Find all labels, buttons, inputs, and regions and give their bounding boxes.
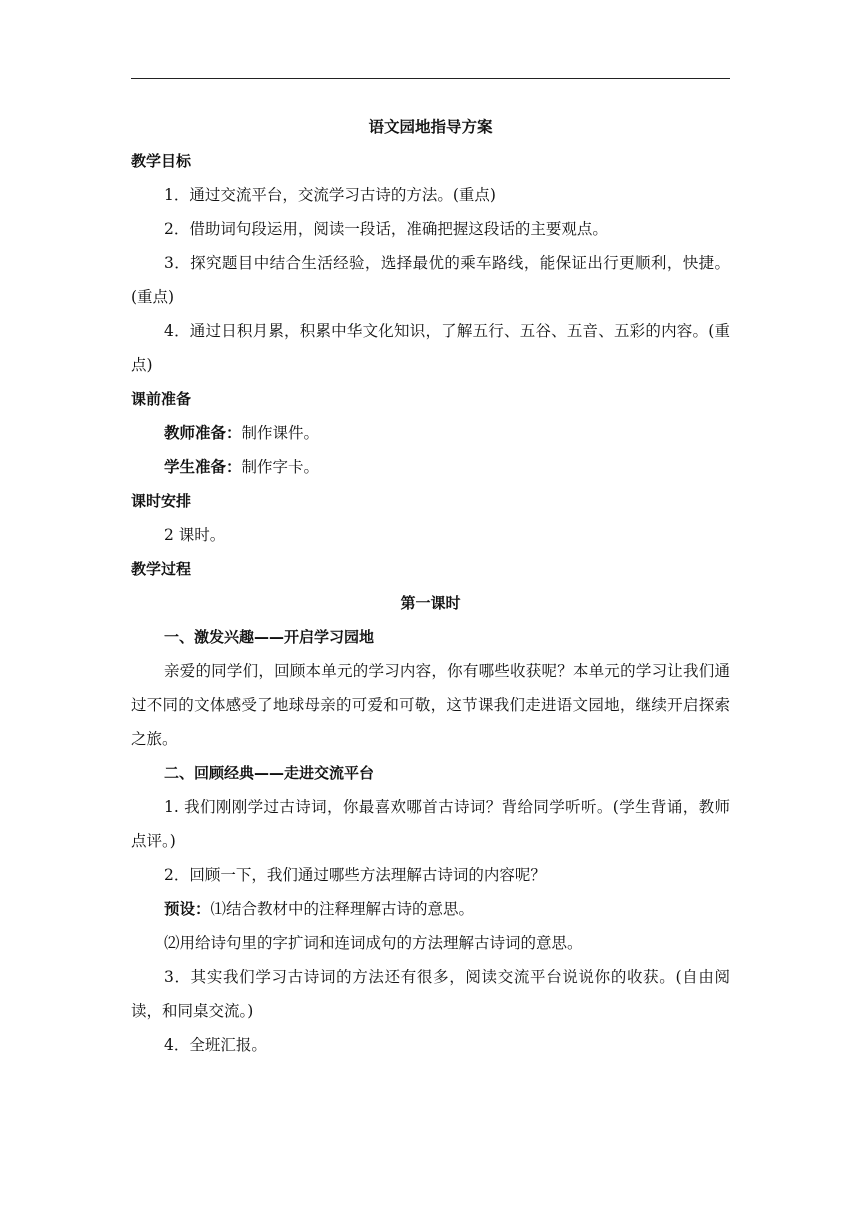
step2-item-3: 3．其实我们学习古诗词的方法还有很多，阅读交流平台说说你的收获。(自由阅读，和同桌交流。) <box>131 968 730 1020</box>
teacher-preparation-text: 制作课件。 <box>241 424 320 442</box>
document-body <box>131 110 730 1062</box>
objective-item: 3．探究题目中结合生活经验，选择最优的乘车路线，能保证出行更顺利，快捷。(重点) <box>131 254 730 306</box>
student-preparation-text: 制作字卡。 <box>241 458 320 476</box>
teacher-preparation-label: 教师准备： <box>164 424 242 442</box>
preset-line <box>131 892 730 926</box>
objective-item: 1．通过交流平台，交流学习古诗的方法。(重点) <box>164 186 496 204</box>
objective-item: 4．通过日积月累，积累中华文化知识，了解五行、五谷、五音、五彩的内容。(重点) <box>131 322 730 374</box>
document-title: 语文园地指导方案 <box>368 118 493 136</box>
lesson-title: 第一课时 <box>400 594 461 612</box>
step2-heading: 二、回顾经典——走进交流平台 <box>164 764 375 782</box>
student-preparation <box>131 450 730 484</box>
schedule-heading: 课时安排 <box>131 492 192 510</box>
preset-text-2: ⑵用给诗句里的字扩词和连词成句的方法理解古诗词的意思。 <box>164 934 583 952</box>
step1-paragraph: 亲爱的同学们，回顾本单元的学习内容，你有哪些收获呢？本单元的学习让我们通过不同的文体感受了地球母亲的可爱和可敬，这节课我们走进语文园地，继续开启探索之旅。 <box>131 662 730 748</box>
preparation-heading: 课前准备 <box>131 390 192 408</box>
student-preparation-label: 学生准备： <box>164 458 242 476</box>
header-rule <box>131 78 730 79</box>
step2-item-4: 4．全班汇报。 <box>164 1036 267 1054</box>
preset-text-1: ⑴结合教材中的注释理解古诗的意思。 <box>210 900 475 918</box>
objectives-heading: 教学目标 <box>131 152 192 170</box>
teacher-preparation <box>131 416 730 450</box>
schedule-text: 2 课时。 <box>164 526 226 544</box>
objective-item: 2．借助词句段运用，阅读一段话，准确把握这段话的主要观点。 <box>164 220 608 238</box>
step2-item-1: 1. 我们刚刚学过古诗词，你最喜欢哪首古诗词？背给同学听听。(学生背诵，教师点评。) <box>131 798 730 850</box>
step1-heading: 一、激发兴趣——开启学习园地 <box>164 628 375 646</box>
step2-item-2: 2．回顾一下，我们通过哪些方法理解古诗词的内容呢？ <box>164 866 546 884</box>
process-heading: 教学过程 <box>131 560 192 578</box>
preset-label: 预设： <box>164 900 211 918</box>
